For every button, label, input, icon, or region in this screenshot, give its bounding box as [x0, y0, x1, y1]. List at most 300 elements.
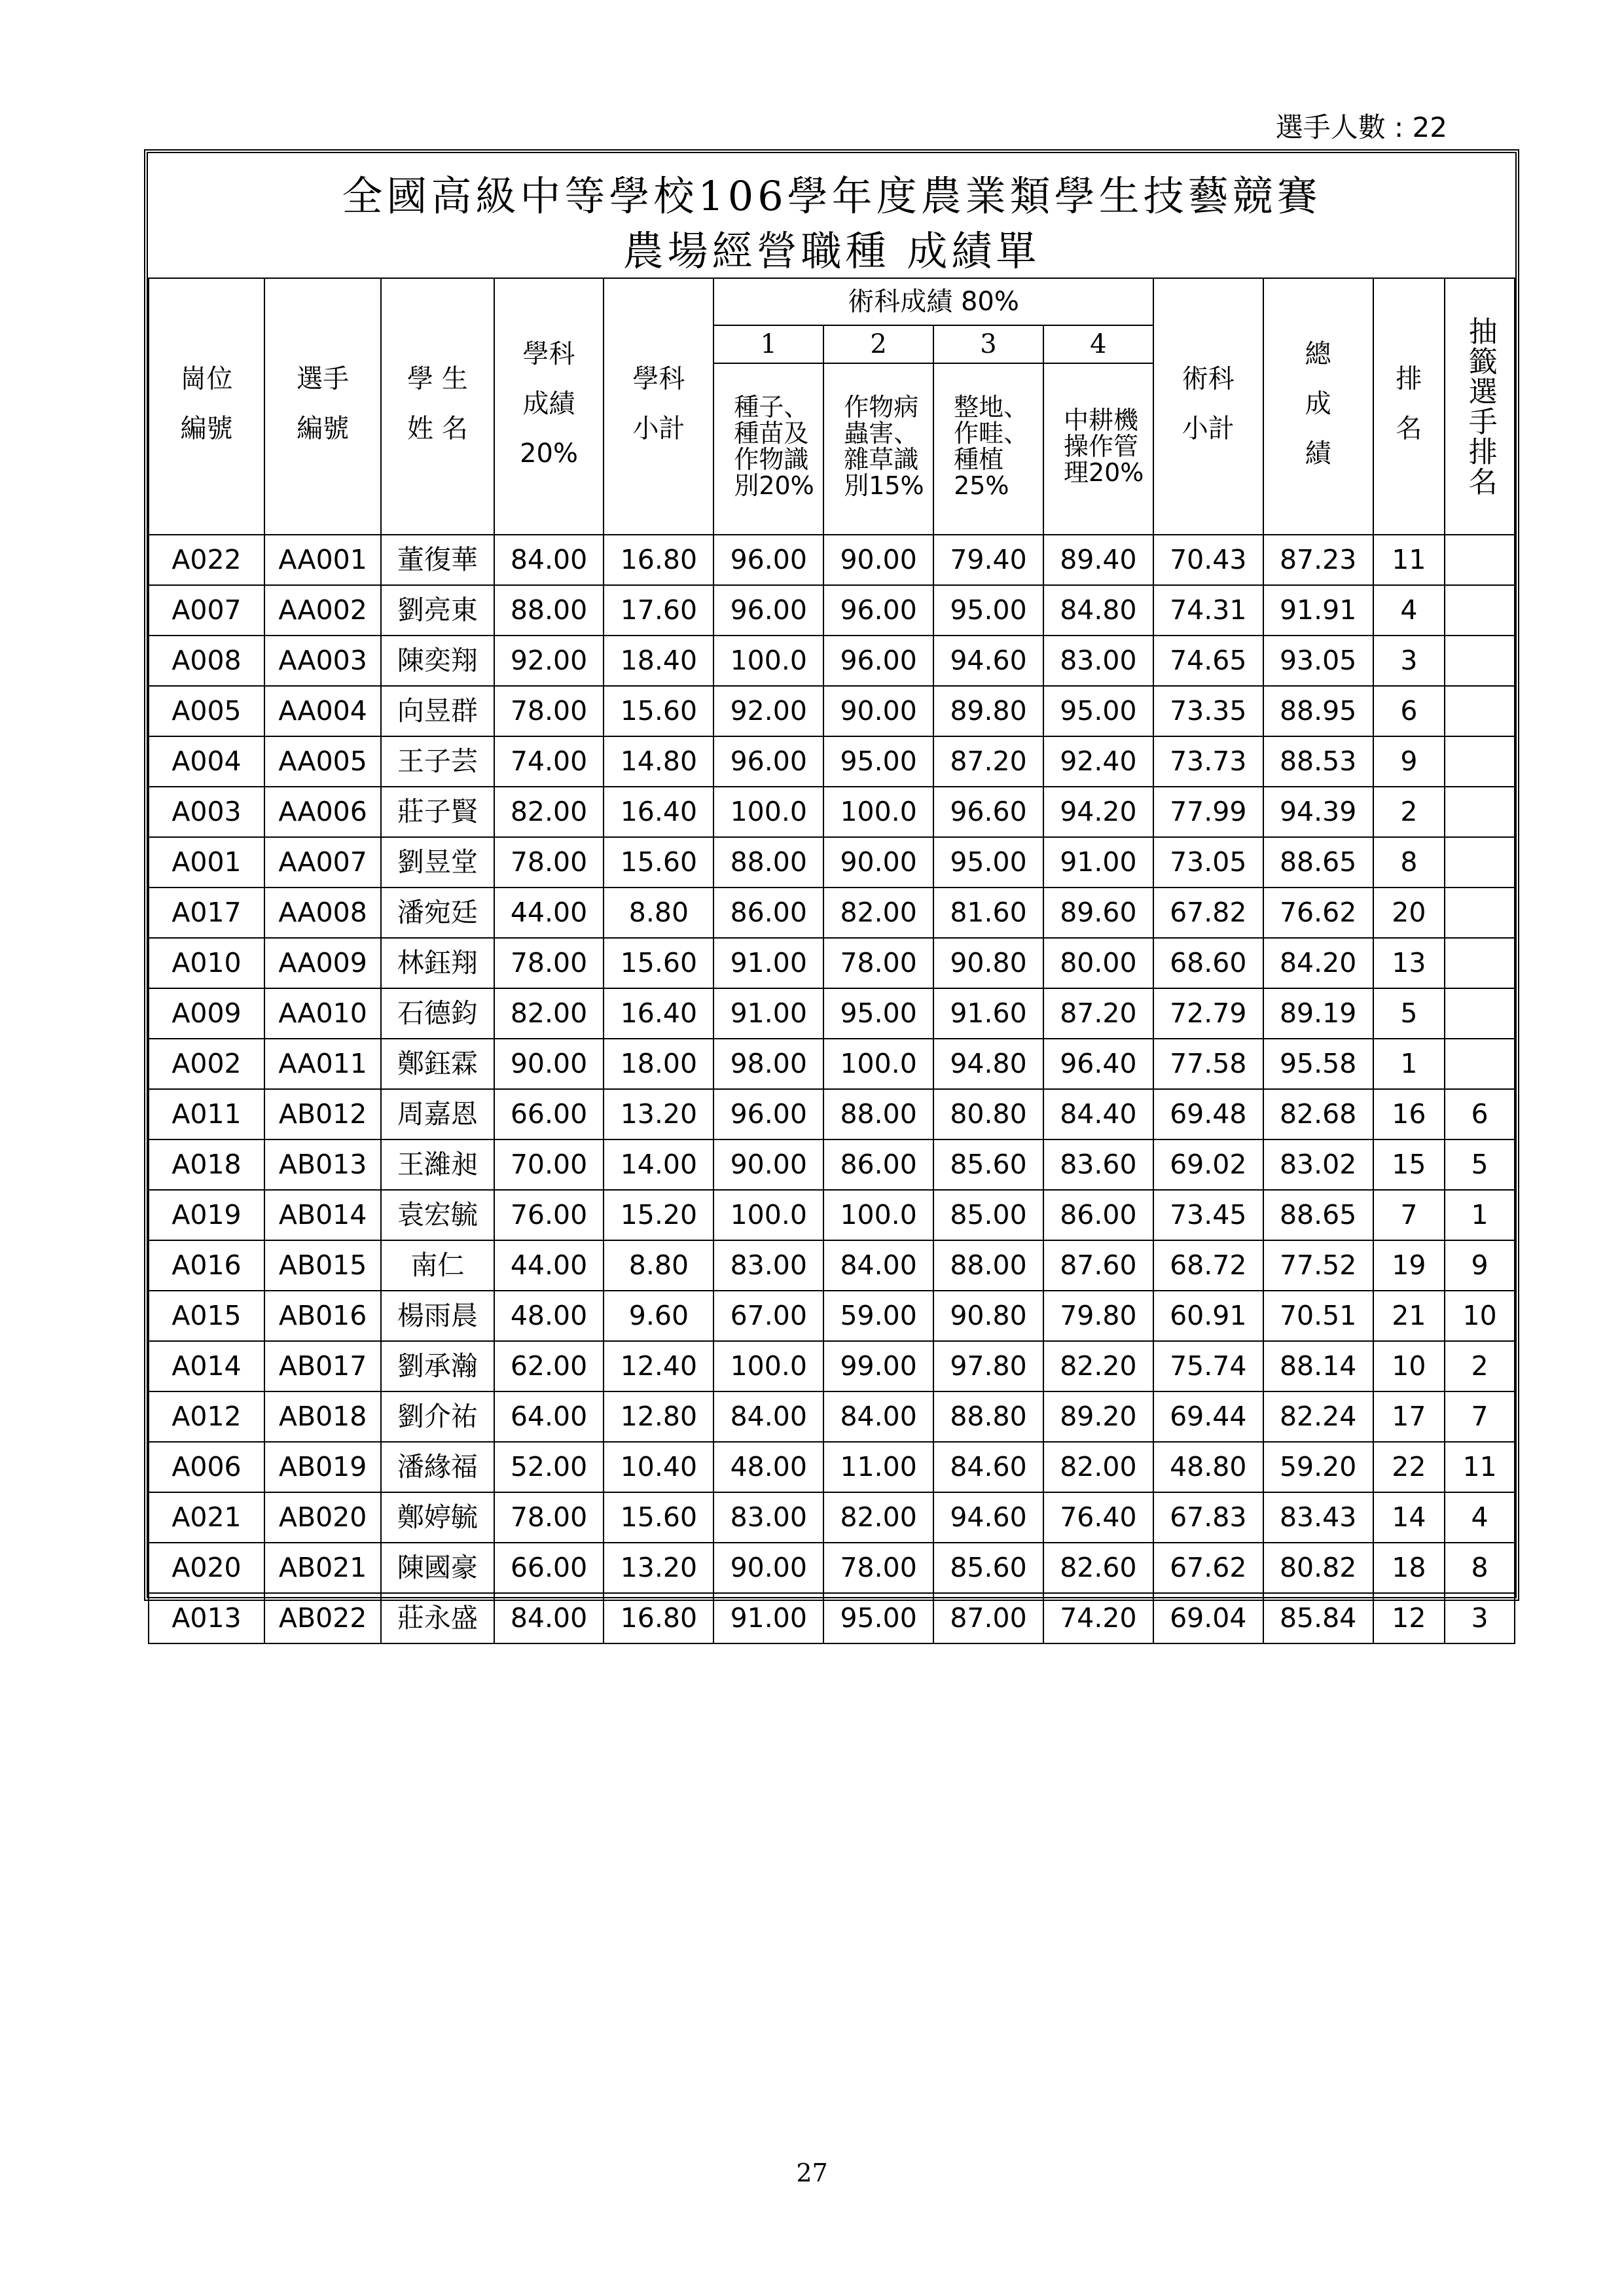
- draw-rank-cell: [1445, 988, 1515, 1039]
- rank-cell: 2: [1373, 787, 1445, 837]
- draw-rank-cell: [1445, 686, 1515, 736]
- academic-subtotal-cell: 15.60: [604, 837, 713, 888]
- practical-2-score-cell: 99.00: [823, 1341, 933, 1391]
- station-id-cell: A008: [149, 636, 264, 686]
- total-score-cell: 87.23: [1263, 535, 1373, 585]
- practical-subtotal-cell: 70.43: [1153, 535, 1263, 585]
- table-row: [149, 1391, 1515, 1442]
- rank-cell: 17: [1373, 1391, 1445, 1442]
- academic-score-cell: 90.00: [494, 1039, 604, 1089]
- player-id-cell: AB020: [264, 1492, 381, 1543]
- draw-rank-cell: 1: [1445, 1190, 1515, 1240]
- table-row: [149, 1291, 1515, 1341]
- student-name-cell: 周嘉恩: [381, 1089, 494, 1139]
- draw-rank-cell: [1445, 938, 1515, 988]
- practical-4-score-cell: 82.60: [1043, 1543, 1153, 1593]
- table-row: [149, 636, 1515, 686]
- total-score-cell: 88.95: [1263, 686, 1373, 736]
- col-player-header: 選手 編號: [264, 278, 381, 535]
- practical-2-score-cell: 100.0: [823, 1190, 933, 1240]
- table-row: [149, 1240, 1515, 1291]
- station-id-cell: A015: [149, 1291, 264, 1341]
- practical-subtotal-cell: 77.58: [1153, 1039, 1263, 1089]
- station-id-cell: A020: [149, 1543, 264, 1593]
- practical-4-score-cell: 94.20: [1043, 787, 1153, 837]
- col-name-header: 學 生 姓 名: [381, 278, 494, 535]
- table-row: [149, 1341, 1515, 1391]
- practical-3-score-cell: 90.80: [933, 938, 1043, 988]
- table-row: [149, 585, 1515, 636]
- col-station-header: 崗位 編號: [149, 278, 264, 535]
- player-id-cell: AB022: [264, 1593, 381, 1643]
- academic-subtotal-cell: 9.60: [604, 1291, 713, 1341]
- academic-score-cell: 66.00: [494, 1543, 604, 1593]
- practical-subtotal-cell: 69.04: [1153, 1593, 1263, 1643]
- practical-2-score-cell: 95.00: [823, 988, 933, 1039]
- practical-2-score-cell: 90.00: [823, 686, 933, 736]
- practical-4-score-cell: 82.00: [1043, 1442, 1153, 1492]
- practical-1-score-cell: 90.00: [713, 1139, 823, 1190]
- total-score-cell: 82.68: [1263, 1089, 1373, 1139]
- student-name-cell: 鄭婷毓: [381, 1492, 494, 1543]
- total-score-cell: 95.58: [1263, 1039, 1373, 1089]
- academic-score-cell: 84.00: [494, 1593, 604, 1643]
- practical-subtotal-cell: 73.35: [1153, 686, 1263, 736]
- rank-cell: 14: [1373, 1492, 1445, 1543]
- practical-4-score-cell: 76.40: [1043, 1492, 1153, 1543]
- table-row: [149, 1039, 1515, 1089]
- practical-3-score-cell: 90.80: [933, 1291, 1043, 1341]
- total-score-cell: 93.05: [1263, 636, 1373, 686]
- practical-subtotal-cell: 73.73: [1153, 736, 1263, 787]
- practical-2-score-cell: 84.00: [823, 1240, 933, 1291]
- table-row: [149, 988, 1515, 1039]
- academic-subtotal-cell: 8.80: [604, 1240, 713, 1291]
- table-row: [149, 1139, 1515, 1190]
- rank-cell: 6: [1373, 686, 1445, 736]
- practical-1-score-cell: 48.00: [713, 1442, 823, 1492]
- practical-4-score-cell: 96.40: [1043, 1039, 1153, 1089]
- practical-2-score-cell: 95.00: [823, 1593, 933, 1643]
- table-row: [149, 736, 1515, 787]
- total-score-cell: 94.39: [1263, 787, 1373, 837]
- player-id-cell: AA004: [264, 686, 381, 736]
- col-practical-4-header: 中耕機 操作管 理20%: [1043, 363, 1153, 535]
- station-id-cell: A014: [149, 1341, 264, 1391]
- practical-1-score-cell: 96.00: [713, 1089, 823, 1139]
- station-id-cell: A011: [149, 1089, 264, 1139]
- practical-subtotal-cell: 77.99: [1153, 787, 1263, 837]
- total-score-cell: 59.20: [1263, 1442, 1373, 1492]
- table-row: [149, 888, 1515, 938]
- rank-cell: 22: [1373, 1442, 1445, 1492]
- rank-cell: 12: [1373, 1593, 1445, 1643]
- total-score-cell: 85.84: [1263, 1593, 1373, 1643]
- draw-rank-cell: [1445, 636, 1515, 686]
- academic-score-cell: 44.00: [494, 888, 604, 938]
- academic-score-cell: 82.00: [494, 988, 604, 1039]
- student-name-cell: 潘緣福: [381, 1442, 494, 1492]
- practical-subtotal-cell: 72.79: [1153, 988, 1263, 1039]
- player-id-cell: AA001: [264, 535, 381, 585]
- practical-2-score-cell: 78.00: [823, 938, 933, 988]
- practical-1-score-cell: 100.0: [713, 1190, 823, 1240]
- table-row: [149, 1089, 1515, 1139]
- student-name-cell: 董復華: [381, 535, 494, 585]
- player-id-cell: AA011: [264, 1039, 381, 1089]
- player-id-cell: AA009: [264, 938, 381, 988]
- player-id-cell: AA002: [264, 585, 381, 636]
- practical-1-score-cell: 84.00: [713, 1391, 823, 1442]
- practical-3-score-cell: 87.00: [933, 1593, 1043, 1643]
- practical-1-score-cell: 91.00: [713, 938, 823, 988]
- practical-1-score-cell: 98.00: [713, 1039, 823, 1089]
- practical-subtotal-cell: 69.48: [1153, 1089, 1263, 1139]
- table-row: [149, 535, 1515, 585]
- student-name-cell: 潘宛廷: [381, 888, 494, 938]
- practical-1-score-cell: 96.00: [713, 535, 823, 585]
- practical-1-score-cell: 91.00: [713, 1593, 823, 1643]
- draw-rank-cell: [1445, 787, 1515, 837]
- table-row: [149, 1492, 1515, 1543]
- academic-subtotal-cell: 15.60: [604, 938, 713, 988]
- practical-subtotal-cell: 67.62: [1153, 1543, 1263, 1593]
- col-rank-header: 排 名: [1373, 278, 1445, 535]
- station-id-cell: A018: [149, 1139, 264, 1190]
- student-name-cell: 向昱群: [381, 686, 494, 736]
- academic-score-cell: 82.00: [494, 787, 604, 837]
- practical-4-score-cell: 74.20: [1043, 1593, 1153, 1643]
- table-row: [149, 1543, 1515, 1593]
- practical-1-score-cell: 100.0: [713, 787, 823, 837]
- academic-score-cell: 62.00: [494, 1341, 604, 1391]
- rank-cell: 15: [1373, 1139, 1445, 1190]
- student-name-cell: 陳國豪: [381, 1543, 494, 1593]
- practical-2-score-cell: 95.00: [823, 736, 933, 787]
- draw-rank-cell: 2: [1445, 1341, 1515, 1391]
- practical-subtotal-cell: 60.91: [1153, 1291, 1263, 1341]
- academic-subtotal-cell: 16.80: [604, 1593, 713, 1643]
- page-number: 27: [796, 2159, 828, 2187]
- practical-3-score-cell: 80.80: [933, 1089, 1043, 1139]
- practical-1-score-cell: 91.00: [713, 988, 823, 1039]
- practical-2-score-cell: 90.00: [823, 837, 933, 888]
- table-row: [149, 1190, 1515, 1240]
- draw-rank-cell: [1445, 535, 1515, 585]
- station-id-cell: A005: [149, 686, 264, 736]
- total-score-cell: 76.62: [1263, 888, 1373, 938]
- student-name-cell: 林鈺翔: [381, 938, 494, 988]
- academic-score-cell: 88.00: [494, 585, 604, 636]
- col-academic-header: 學科 成績 20%: [494, 278, 604, 535]
- practical-2-score-cell: 100.0: [823, 787, 933, 837]
- rank-cell: 4: [1373, 585, 1445, 636]
- practical-subtotal-cell: 73.05: [1153, 837, 1263, 888]
- rank-cell: 8: [1373, 837, 1445, 888]
- practical-2-score-cell: 88.00: [823, 1089, 933, 1139]
- station-id-cell: A006: [149, 1442, 264, 1492]
- station-id-cell: A007: [149, 585, 264, 636]
- practical-1-score-cell: 86.00: [713, 888, 823, 938]
- practical-3-score-cell: 94.60: [933, 636, 1043, 686]
- student-name-cell: 莊永盛: [381, 1593, 494, 1643]
- academic-subtotal-cell: 14.00: [604, 1139, 713, 1190]
- draw-rank-cell: [1445, 736, 1515, 787]
- academic-score-cell: 78.00: [494, 837, 604, 888]
- table-row: [149, 787, 1515, 837]
- rank-cell: 13: [1373, 938, 1445, 988]
- academic-score-cell: 74.00: [494, 736, 604, 787]
- practical-subtotal-cell: 75.74: [1153, 1341, 1263, 1391]
- total-score-cell: 88.14: [1263, 1341, 1373, 1391]
- practical-subtotal-cell: 48.80: [1153, 1442, 1263, 1492]
- draw-rank-cell: 8: [1445, 1543, 1515, 1593]
- rank-cell: 9: [1373, 736, 1445, 787]
- draw-rank-cell: 6: [1445, 1089, 1515, 1139]
- practical-group-header: 術科成績 80%: [713, 278, 1153, 325]
- rank-cell: 1: [1373, 1039, 1445, 1089]
- draw-rank-cell: 10: [1445, 1291, 1515, 1341]
- total-score-cell: 82.24: [1263, 1391, 1373, 1442]
- practical-1-score-cell: 83.00: [713, 1240, 823, 1291]
- practical-2-score-cell: 96.00: [823, 585, 933, 636]
- draw-rank-cell: 4: [1445, 1492, 1515, 1543]
- practical-3-score-cell: 94.80: [933, 1039, 1043, 1089]
- student-name-cell: 劉亮東: [381, 585, 494, 636]
- student-name-cell: 楊雨晨: [381, 1291, 494, 1341]
- academic-score-cell: 78.00: [494, 1492, 604, 1543]
- practical-3-score-cell: 96.60: [933, 787, 1043, 837]
- practical-2-score-cell: 86.00: [823, 1139, 933, 1190]
- player-id-cell: AA010: [264, 988, 381, 1039]
- practical-3-score-cell: 97.80: [933, 1341, 1043, 1391]
- practical-2-score-cell: 11.00: [823, 1442, 933, 1492]
- station-id-cell: A009: [149, 988, 264, 1039]
- student-name-cell: 南仁: [381, 1240, 494, 1291]
- practical-4-score-cell: 84.80: [1043, 585, 1153, 636]
- station-id-cell: A021: [149, 1492, 264, 1543]
- rank-cell: 7: [1373, 1190, 1445, 1240]
- total-score-cell: 88.65: [1263, 1190, 1373, 1240]
- practical-4-score-cell: 80.00: [1043, 938, 1153, 988]
- total-score-cell: 77.52: [1263, 1240, 1373, 1291]
- academic-subtotal-cell: 13.20: [604, 1089, 713, 1139]
- student-name-cell: 王子芸: [381, 736, 494, 787]
- academic-score-cell: 78.00: [494, 938, 604, 988]
- player-id-cell: AB018: [264, 1391, 381, 1442]
- student-name-cell: 陳奕翔: [381, 636, 494, 686]
- station-id-cell: A019: [149, 1190, 264, 1240]
- practical-subtotal-cell: 67.82: [1153, 888, 1263, 938]
- practical-num-4: 4: [1043, 325, 1153, 363]
- academic-score-cell: 70.00: [494, 1139, 604, 1190]
- practical-subtotal-cell: 67.83: [1153, 1492, 1263, 1543]
- practical-3-score-cell: 89.80: [933, 686, 1043, 736]
- draw-rank-cell: 7: [1445, 1391, 1515, 1442]
- academic-subtotal-cell: 16.40: [604, 988, 713, 1039]
- draw-rank-cell: [1445, 585, 1515, 636]
- col-academic-subtotal-header: 學科 小計: [604, 278, 713, 535]
- player-id-cell: AB016: [264, 1291, 381, 1341]
- student-name-cell: 袁宏毓: [381, 1190, 494, 1240]
- academic-subtotal-cell: 16.40: [604, 787, 713, 837]
- practical-2-score-cell: 82.00: [823, 1492, 933, 1543]
- rank-cell: 19: [1373, 1240, 1445, 1291]
- practical-1-score-cell: 100.0: [713, 636, 823, 686]
- academic-score-cell: 84.00: [494, 535, 604, 585]
- player-id-cell: AA006: [264, 787, 381, 837]
- player-id-cell: AA007: [264, 837, 381, 888]
- player-id-cell: AB014: [264, 1190, 381, 1240]
- sheet-subtitle: 農場經營職種 成績單: [623, 227, 1041, 275]
- rank-cell: 16: [1373, 1089, 1445, 1139]
- col-draw-rank-header: 抽籤選手排名: [1445, 278, 1515, 535]
- table-row: [149, 837, 1515, 888]
- practical-2-score-cell: 59.00: [823, 1291, 933, 1341]
- practical-1-score-cell: 83.00: [713, 1492, 823, 1543]
- practical-1-score-cell: 90.00: [713, 1543, 823, 1593]
- academic-subtotal-cell: 12.40: [604, 1341, 713, 1391]
- draw-rank-cell: 5: [1445, 1139, 1515, 1190]
- station-id-cell: A010: [149, 938, 264, 988]
- practical-4-score-cell: 79.80: [1043, 1291, 1153, 1341]
- player-id-cell: AB012: [264, 1089, 381, 1139]
- practical-subtotal-cell: 68.72: [1153, 1240, 1263, 1291]
- rank-cell: 18: [1373, 1543, 1445, 1593]
- total-score-cell: 84.20: [1263, 938, 1373, 988]
- rank-cell: 3: [1373, 636, 1445, 686]
- draw-rank-cell: 3: [1445, 1593, 1515, 1643]
- practical-4-score-cell: 87.20: [1043, 988, 1153, 1039]
- practical-4-score-cell: 92.40: [1043, 736, 1153, 787]
- practical-3-score-cell: 81.60: [933, 888, 1043, 938]
- practical-4-score-cell: 87.60: [1043, 1240, 1153, 1291]
- player-id-cell: AB019: [264, 1442, 381, 1492]
- academic-subtotal-cell: 15.20: [604, 1190, 713, 1240]
- player-id-cell: AB013: [264, 1139, 381, 1190]
- student-name-cell: 劉介祐: [381, 1391, 494, 1442]
- col-practical-subtotal-header: 術科 小計: [1153, 278, 1263, 535]
- station-id-cell: A002: [149, 1039, 264, 1089]
- student-name-cell: 劉承瀚: [381, 1341, 494, 1391]
- practical-subtotal-cell: 74.65: [1153, 636, 1263, 686]
- player-id-cell: AB017: [264, 1341, 381, 1391]
- practical-3-score-cell: 85.60: [933, 1543, 1043, 1593]
- table-row: [149, 686, 1515, 736]
- academic-subtotal-cell: 15.60: [604, 686, 713, 736]
- total-score-cell: 88.53: [1263, 736, 1373, 787]
- title-block: [148, 153, 1515, 278]
- academic-subtotal-cell: 17.60: [604, 585, 713, 636]
- practical-subtotal-cell: 69.02: [1153, 1139, 1263, 1190]
- practical-3-score-cell: 95.00: [933, 585, 1043, 636]
- practical-4-score-cell: 83.00: [1043, 636, 1153, 686]
- academic-score-cell: 92.00: [494, 636, 604, 686]
- practical-1-score-cell: 67.00: [713, 1291, 823, 1341]
- practical-subtotal-cell: 69.44: [1153, 1391, 1263, 1442]
- practical-4-score-cell: 83.60: [1043, 1139, 1153, 1190]
- practical-3-score-cell: 95.00: [933, 837, 1043, 888]
- practical-4-score-cell: 89.20: [1043, 1391, 1153, 1442]
- practical-3-score-cell: 94.60: [933, 1492, 1043, 1543]
- academic-score-cell: 66.00: [494, 1089, 604, 1139]
- practical-3-score-cell: 79.40: [933, 535, 1043, 585]
- player-id-cell: AA005: [264, 736, 381, 787]
- practical-subtotal-cell: 68.60: [1153, 938, 1263, 988]
- draw-rank-cell: 11: [1445, 1442, 1515, 1492]
- rank-cell: 10: [1373, 1341, 1445, 1391]
- practical-4-score-cell: 84.40: [1043, 1089, 1153, 1139]
- student-name-cell: 鄭鈺霖: [381, 1039, 494, 1089]
- student-name-cell: 劉昱堂: [381, 837, 494, 888]
- total-score-cell: 83.43: [1263, 1492, 1373, 1543]
- practical-2-score-cell: 82.00: [823, 888, 933, 938]
- practical-2-score-cell: 96.00: [823, 636, 933, 686]
- draw-rank-cell: [1445, 837, 1515, 888]
- academic-subtotal-cell: 18.40: [604, 636, 713, 686]
- academic-score-cell: 44.00: [494, 1240, 604, 1291]
- practical-3-score-cell: 88.00: [933, 1240, 1043, 1291]
- station-id-cell: A003: [149, 787, 264, 837]
- score-rows: [149, 535, 1515, 1643]
- practical-1-score-cell: 96.00: [713, 585, 823, 636]
- total-score-cell: 80.82: [1263, 1543, 1373, 1593]
- player-id-cell: AB021: [264, 1543, 381, 1593]
- academic-score-cell: 52.00: [494, 1442, 604, 1492]
- practical-2-score-cell: 84.00: [823, 1391, 933, 1442]
- practical-subtotal-cell: 73.45: [1153, 1190, 1263, 1240]
- station-id-cell: A001: [149, 837, 264, 888]
- academic-subtotal-cell: 14.80: [604, 736, 713, 787]
- rank-cell: 20: [1373, 888, 1445, 938]
- col-total-header: 總 成 績: [1263, 278, 1373, 535]
- practical-1-score-cell: 96.00: [713, 736, 823, 787]
- station-id-cell: A017: [149, 888, 264, 938]
- practical-4-score-cell: 89.60: [1043, 888, 1153, 938]
- total-score-cell: 88.65: [1263, 837, 1373, 888]
- player-id-cell: AA003: [264, 636, 381, 686]
- col-practical-2-header: 作物病 蟲害、 雜草識 別15%: [823, 363, 933, 535]
- station-id-cell: A012: [149, 1391, 264, 1442]
- col-practical-3-header: 整地、 作畦、 種植 25%: [933, 363, 1043, 535]
- practical-1-score-cell: 88.00: [713, 837, 823, 888]
- player-count: 選手人數 : 22: [1275, 111, 1447, 143]
- station-id-cell: A004: [149, 736, 264, 787]
- total-score-cell: 91.91: [1263, 585, 1373, 636]
- practical-num-1: 1: [713, 325, 823, 363]
- total-score-cell: 83.02: [1263, 1139, 1373, 1190]
- practical-4-score-cell: 82.20: [1043, 1341, 1153, 1391]
- station-id-cell: A013: [149, 1593, 264, 1643]
- rank-cell: 11: [1373, 535, 1445, 585]
- sheet-title: 全國高級中等學校106學年度農業類學生技藝競賽: [342, 172, 1322, 220]
- total-score-cell: 89.19: [1263, 988, 1373, 1039]
- station-id-cell: A016: [149, 1240, 264, 1291]
- practical-1-score-cell: 92.00: [713, 686, 823, 736]
- rank-cell: 5: [1373, 988, 1445, 1039]
- academic-subtotal-cell: 12.80: [604, 1391, 713, 1442]
- practical-3-score-cell: 85.00: [933, 1190, 1043, 1240]
- practical-subtotal-cell: 74.31: [1153, 585, 1263, 636]
- practical-4-score-cell: 89.40: [1043, 535, 1153, 585]
- draw-rank-cell: 9: [1445, 1240, 1515, 1291]
- practical-3-score-cell: 91.60: [933, 988, 1043, 1039]
- practical-4-score-cell: 86.00: [1043, 1190, 1153, 1240]
- practical-2-score-cell: 90.00: [823, 535, 933, 585]
- practical-1-score-cell: 100.0: [713, 1341, 823, 1391]
- academic-subtotal-cell: 13.20: [604, 1543, 713, 1593]
- player-id-cell: AB015: [264, 1240, 381, 1291]
